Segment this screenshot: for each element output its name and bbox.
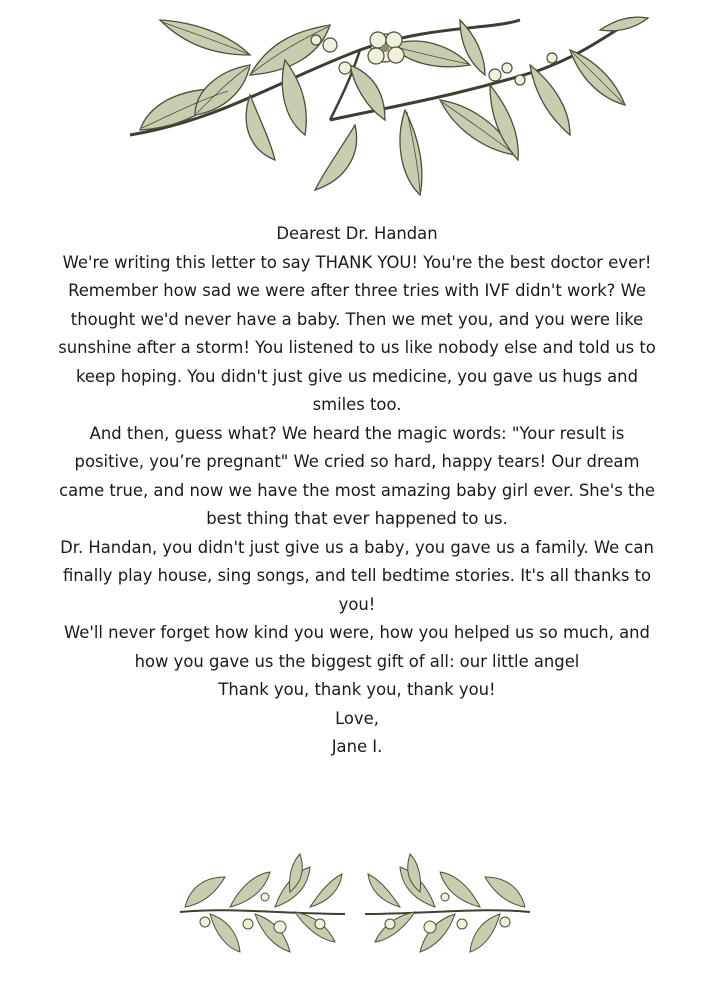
- letter-paragraph-3: Dr. Handan, you didn't just give us a baby, you gave us a family. We can finally play house, sing songs, and tell bedtime stories. It's all thanks to you!: [60, 537, 654, 614]
- letter-signature: Jane I.: [331, 737, 383, 756]
- letter-closing: Love,: [335, 708, 379, 728]
- letter-paragraph-4: We'll never forget how kind you were, how you helped us so much, and how you gave us the biggest gift of all: our little angel: [64, 623, 650, 671]
- letter-paragraph-5: Thank you, thank you, thank you!: [218, 680, 496, 699]
- top-botanical-branch-illustration: [100, 10, 660, 200]
- bottom-botanical-garland-illustration: [170, 852, 540, 962]
- letter-body: [56, 220, 658, 762]
- letter-salutation: Dearest Dr. Handan: [276, 224, 438, 243]
- letter-paragraph-2: And then, guess what? We heard the magic words: "Your result is positive, you’re pregnant" We cried so hard, happy tears! Our dream came true, and now we have the most amazing baby girl ever. She's the best thing that ever happened to us.: [59, 423, 655, 528]
- letter-paragraph-1: We're writing this letter to say THANK YOU! You're the best doctor ever! Remember how sad we were after three tries with IVF didn't work? We thought we'd never have a baby. Then we met you, and you were like sunshine after a storm! You listened to us like nobody else and told us to keep hoping. You didn't just give us medicine, you gave us hugs and smiles too.: [58, 252, 656, 414]
